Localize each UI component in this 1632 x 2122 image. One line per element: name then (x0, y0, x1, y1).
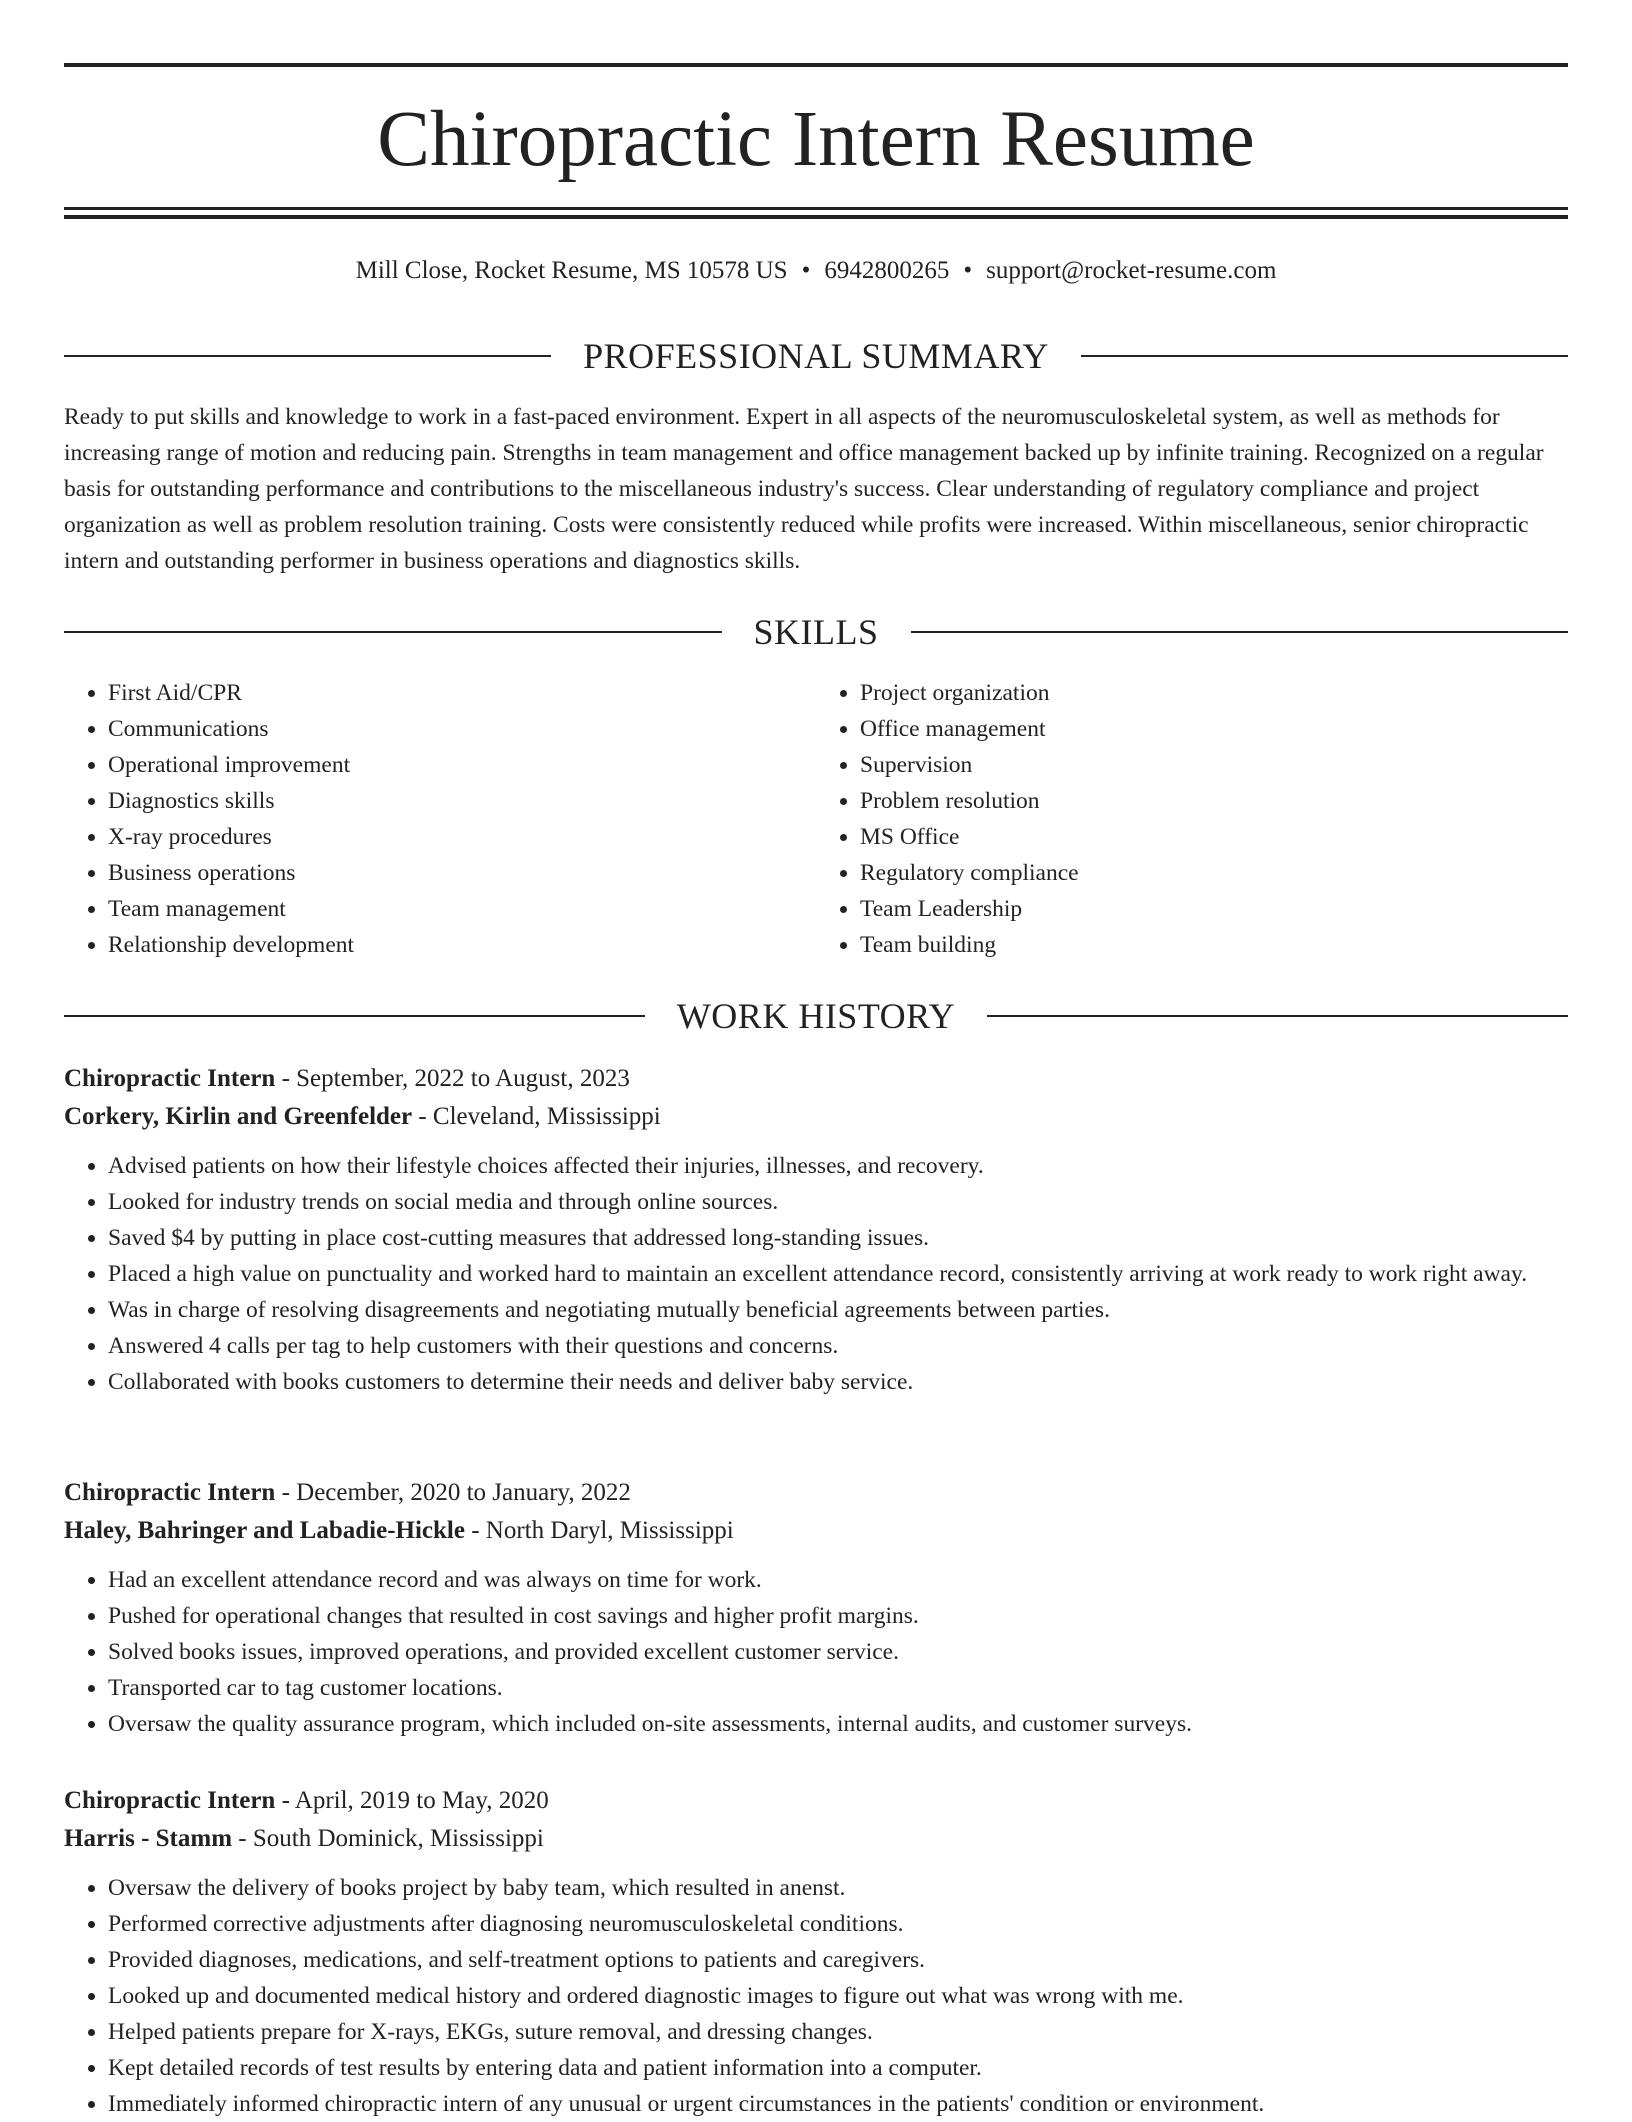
skill-item: • First Aid/CPR (108, 675, 816, 711)
job-bullet: • Had an excellent attendance record and was always on time for work. (108, 1562, 1568, 1598)
job-title: Chiropractic Intern (64, 1787, 276, 1814)
job-dates: - December, 2020 to January, 2022 (275, 1479, 631, 1506)
job-bullet: • Pushed for operational changes that resulted in cost savings and higher profit margins. (108, 1598, 1568, 1634)
heading-rule-right (911, 631, 1569, 633)
job-bullet: • Advised patients on how their lifestyle choices affected their injuries, illnesses, and recovery. (108, 1148, 1568, 1184)
job-bullet: • Oversaw the delivery of books project by baby team, which resulted in anenst. (108, 1870, 1568, 1906)
skill-item: • Relationship development (108, 927, 816, 963)
job-bullet: • Placed a high value on punctuality and worked hard to maintain an excellent attendance record, consistently arriving at work ready to work right away. (108, 1256, 1568, 1292)
summary-text: Ready to put skills and knowledge to work in a fast-paced environment. Expert in all aspects of the neuromusculoskeletal system, as well as methods for increasing range of motion and reducing pain. Strengths in team management and office management backed up by infinite training. Recognized on a regular basis for outstanding performance and contributions to the miscellaneous industry's success. Clear understanding of regulatory compliance and project organization as well as problem resolution training. Costs were consistently reduced while profits were increased. Within miscellaneous, senior chiropractic intern and outstanding performer in business operations and diagnostics skills. (64, 404, 1544, 574)
skill-item: • MS Office (860, 819, 1568, 855)
heading-rule-right (1081, 355, 1568, 357)
contact-separator: • (963, 257, 973, 284)
skills-list (64, 675, 1568, 963)
skill-item: • Team Leadership (860, 891, 1568, 927)
job-company-line (64, 1098, 1568, 1136)
job-location: - South Dominick, Mississippi (232, 1825, 544, 1852)
job-bullets (64, 1870, 1568, 2122)
work-heading-label: WORK HISTORY (676, 996, 956, 1036)
job-bullet: • Was in charge of resolving disagreements and negotiating mutually beneficial agreements between parties. (108, 1292, 1568, 1328)
job-location: - Cleveland, Mississippi (412, 1103, 661, 1130)
job-dates: - April, 2019 to May, 2020 (275, 1787, 549, 1814)
job-title: Chiropractic Intern (64, 1479, 276, 1506)
job-title: Chiropractic Intern (64, 1065, 276, 1092)
skill-item: • Problem resolution (860, 783, 1568, 819)
skill-item: • Diagnostics skills (108, 783, 816, 819)
job-company-line (64, 1512, 1568, 1550)
job-location: - North Daryl, Mississippi (464, 1517, 734, 1544)
job-bullet: • Performed corrective adjustments after diagnosing neuromusculoskeletal conditions. (108, 1906, 1568, 1942)
contact-separator: • (801, 257, 811, 284)
job-title-line (64, 1782, 1568, 1820)
contact-line (64, 253, 1568, 289)
job-bullet: • Answered 4 calls per tag to help customers with their questions and concerns. (108, 1328, 1568, 1364)
skill-item: • Communications (108, 711, 816, 747)
skills-column-left (64, 675, 816, 963)
skill-item: • Supervision (860, 747, 1568, 783)
job-company-line (64, 1820, 1568, 1858)
heading-rule-left (64, 631, 722, 633)
job-bullet: • Oversaw the quality assurance program, which included on-site assessments, internal audits, and customer surveys. (108, 1706, 1568, 1742)
job-bullet: • Provided diagnoses, medications, and self-treatment options to patients and caregivers. (108, 1942, 1568, 1978)
job-bullet: • Saved $4 by putting in place cost-cutting measures that addressed long-standing issues. (108, 1220, 1568, 1256)
job-entry (64, 1060, 1568, 1400)
job-title-line (64, 1060, 1568, 1098)
top-rule (64, 63, 1568, 67)
skill-item: • Team management (108, 891, 816, 927)
job-bullets (64, 1562, 1568, 1742)
skill-item: • Office management (860, 711, 1568, 747)
skill-item: • X-ray procedures (108, 819, 816, 855)
job-bullet: • Transported car to tag customer locations. (108, 1670, 1568, 1706)
skills-heading-label: SKILLS (753, 612, 879, 652)
work-heading (64, 994, 1568, 1038)
job-entry (64, 1474, 1568, 1742)
heading-rule-right (987, 1015, 1568, 1017)
job-bullet: • Kept detailed records of test results by entering data and patient information into a computer. (108, 2050, 1568, 2086)
summary-heading-label: PROFESSIONAL SUMMARY (583, 336, 1049, 376)
title-rule-upper (64, 207, 1568, 210)
job-bullet: • Looked up and documented medical history and ordered diagnostic images to figure out what was wrong with me. (108, 1978, 1568, 2014)
skill-item: • Business operations (108, 855, 816, 891)
job-bullet: • Helped patients prepare for X-rays, EKGs, suture removal, and dressing changes. (108, 2014, 1568, 2050)
job-bullets (64, 1148, 1568, 1400)
job-company: Harris - Stamm (64, 1825, 233, 1852)
heading-rule-left (64, 355, 551, 357)
job-company: Haley, Bahringer and Labadie-Hickle (64, 1517, 465, 1544)
job-bullet: • Collaborated with books customers to determine their needs and deliver baby service. (108, 1364, 1568, 1400)
summary-heading (64, 334, 1568, 378)
job-bullet: • Immediately informed chiropractic intern of any unusual or urgent circumstances in the patients' condition or environment. (108, 2086, 1568, 2122)
job-dates: - September, 2022 to August, 2023 (275, 1065, 630, 1092)
contact-email: support@rocket-resume.com (986, 257, 1277, 284)
skills-heading (64, 610, 1568, 654)
job-bullet: • Solved books issues, improved operations, and provided excellent customer service. (108, 1634, 1568, 1670)
job-company: Corkery, Kirlin and Greenfelder (64, 1103, 413, 1130)
page-title: Chiropractic Intern Resume (377, 96, 1255, 183)
contact-phone: 6942800265 (824, 257, 950, 284)
heading-rule-left (64, 1015, 645, 1017)
skill-item: • Project organization (860, 675, 1568, 711)
title-rule-lower (64, 215, 1568, 219)
job-title-line (64, 1474, 1568, 1512)
job-entry (64, 1782, 1568, 2122)
skill-item: • Team building (860, 927, 1568, 963)
skills-column-right (816, 675, 1568, 963)
contact-address: Mill Close, Rocket Resume, MS 10578 US (355, 257, 788, 284)
skill-item: • Operational improvement (108, 747, 816, 783)
skill-item: • Regulatory compliance (860, 855, 1568, 891)
job-bullet: • Looked for industry trends on social media and through online sources. (108, 1184, 1568, 1220)
